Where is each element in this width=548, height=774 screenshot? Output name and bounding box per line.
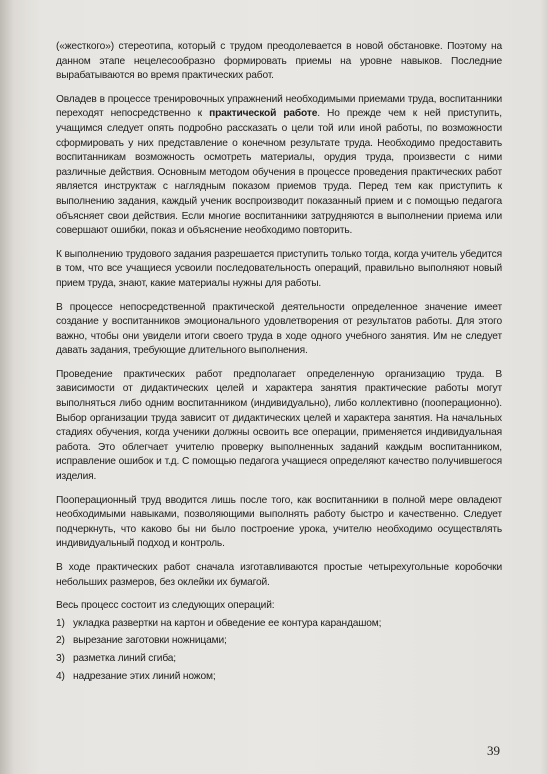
list-item-number: 2) <box>56 635 65 647</box>
paragraph-2-start: Овладев в процессе тренировочных упражнений необходимыми приемами труда, воспитанники переходят непосредственно к <box>56 93 502 120</box>
paragraph-2 <box>56 93 502 239</box>
paragraph-5: Проведение практических работ предполагает определенную организацию труда. В зависимости от дидактических целей и характера занятия практические работы могут выполняться либо одним воспитанником (индивидуально), либо коллективно (пооперационно). Выбор организации труда зависит от дидактических целей и характера занятия. На начальных стадиях обучения, когда ученики должны освоить все операции, применяется индивидуальная работа. Это облегчает учителю проверку выполненных заданий каждым воспитанником, исправление ошибок и т.д. С помощью педагога учащиеся определяют качество получившегося изделия. <box>56 368 502 483</box>
list-item-number: 3) <box>56 652 65 664</box>
list-item-text: укладка развертки на картон и обведение ее контура карандашом; <box>73 617 382 629</box>
paragraph-3: К выполнению трудового задания разрешается приступить только тогда, когда учитель убедится в том, что все учащиеся усвоили последовательность операций, правильно выполняют новый прием труда, знают, какие материалы нужны для работы. <box>56 248 502 289</box>
paragraph-2-end: . Но прежде чем к ней приступить, учащимся следует опять подробно рассказать о цели той или иной работы, по возможности сформировать у них представление о конечном результате труда. Необходимо предоставить воспитанникам возможность осмотреть материалы, орудия труда, произвести с ними различные действия. Основным методом обучения в процессе проведения практических работ является инструктаж с наглядным показом приемов труда. Перед тем как приступить к выполнению задания, каждый ученик воспроизводит показанный прием и с помощью педагога объясняет свои действия. Если многие воспитанники затрудняются в выполнении приема или совершают ошибки, показ и объяснение необходимо повторить. <box>56 108 502 237</box>
paragraph-6: Пооперационный труд вводится лишь после того, как воспитанники в полной мере овладеют необходимыми навыками, позволяющими выполнять работу быстро и качественно. Следует подчеркнуть, что каково бы ни было построение урока, учителю необходимо осуществлять индивидуальный подход и контроль. <box>56 494 502 550</box>
paragraph-1: («жесткого») стереотипа, который с трудом преодолевается в новой обстановке. Поэтому на данном этапе нецелесообразно формировать приемы на уровне навыков. Последние вырабатываются во время практических работ. <box>56 41 502 82</box>
list-item <box>56 617 502 632</box>
page-number: 39 <box>487 743 500 758</box>
list-item-text: разметка линий сгиба; <box>73 652 176 664</box>
paragraph-8: Весь процесс состоит из следующих операций: <box>56 600 275 612</box>
list-item-text: вырезание заготовки ножницами; <box>73 635 227 647</box>
page-text <box>56 40 502 687</box>
list-item-text: надрезание этих линий ножом; <box>73 670 216 682</box>
paragraph-4: В процессе непосредственной практической деятельности определенное значение имеет создание у воспитанников эмоционального удовлетворения от результатов работы. Для этого важно, чтобы они увидели итоги своего труда в ходе одного учебного занятия. Им не следует давать задания, требующие длительного выполнения. <box>56 301 502 357</box>
list-item-number: 1) <box>56 617 65 629</box>
emphasis-practical-work: практической работе <box>209 108 318 120</box>
operations-list <box>56 617 502 684</box>
list-item <box>56 634 502 649</box>
list-item-number: 4) <box>56 670 65 682</box>
list-item <box>56 670 502 685</box>
list-item <box>56 652 502 667</box>
paragraph-7: В ходе практических работ сначала изготавливаются простые четырехугольные коробочки небольших размеров, без оклейки их бумагой. <box>56 562 502 588</box>
